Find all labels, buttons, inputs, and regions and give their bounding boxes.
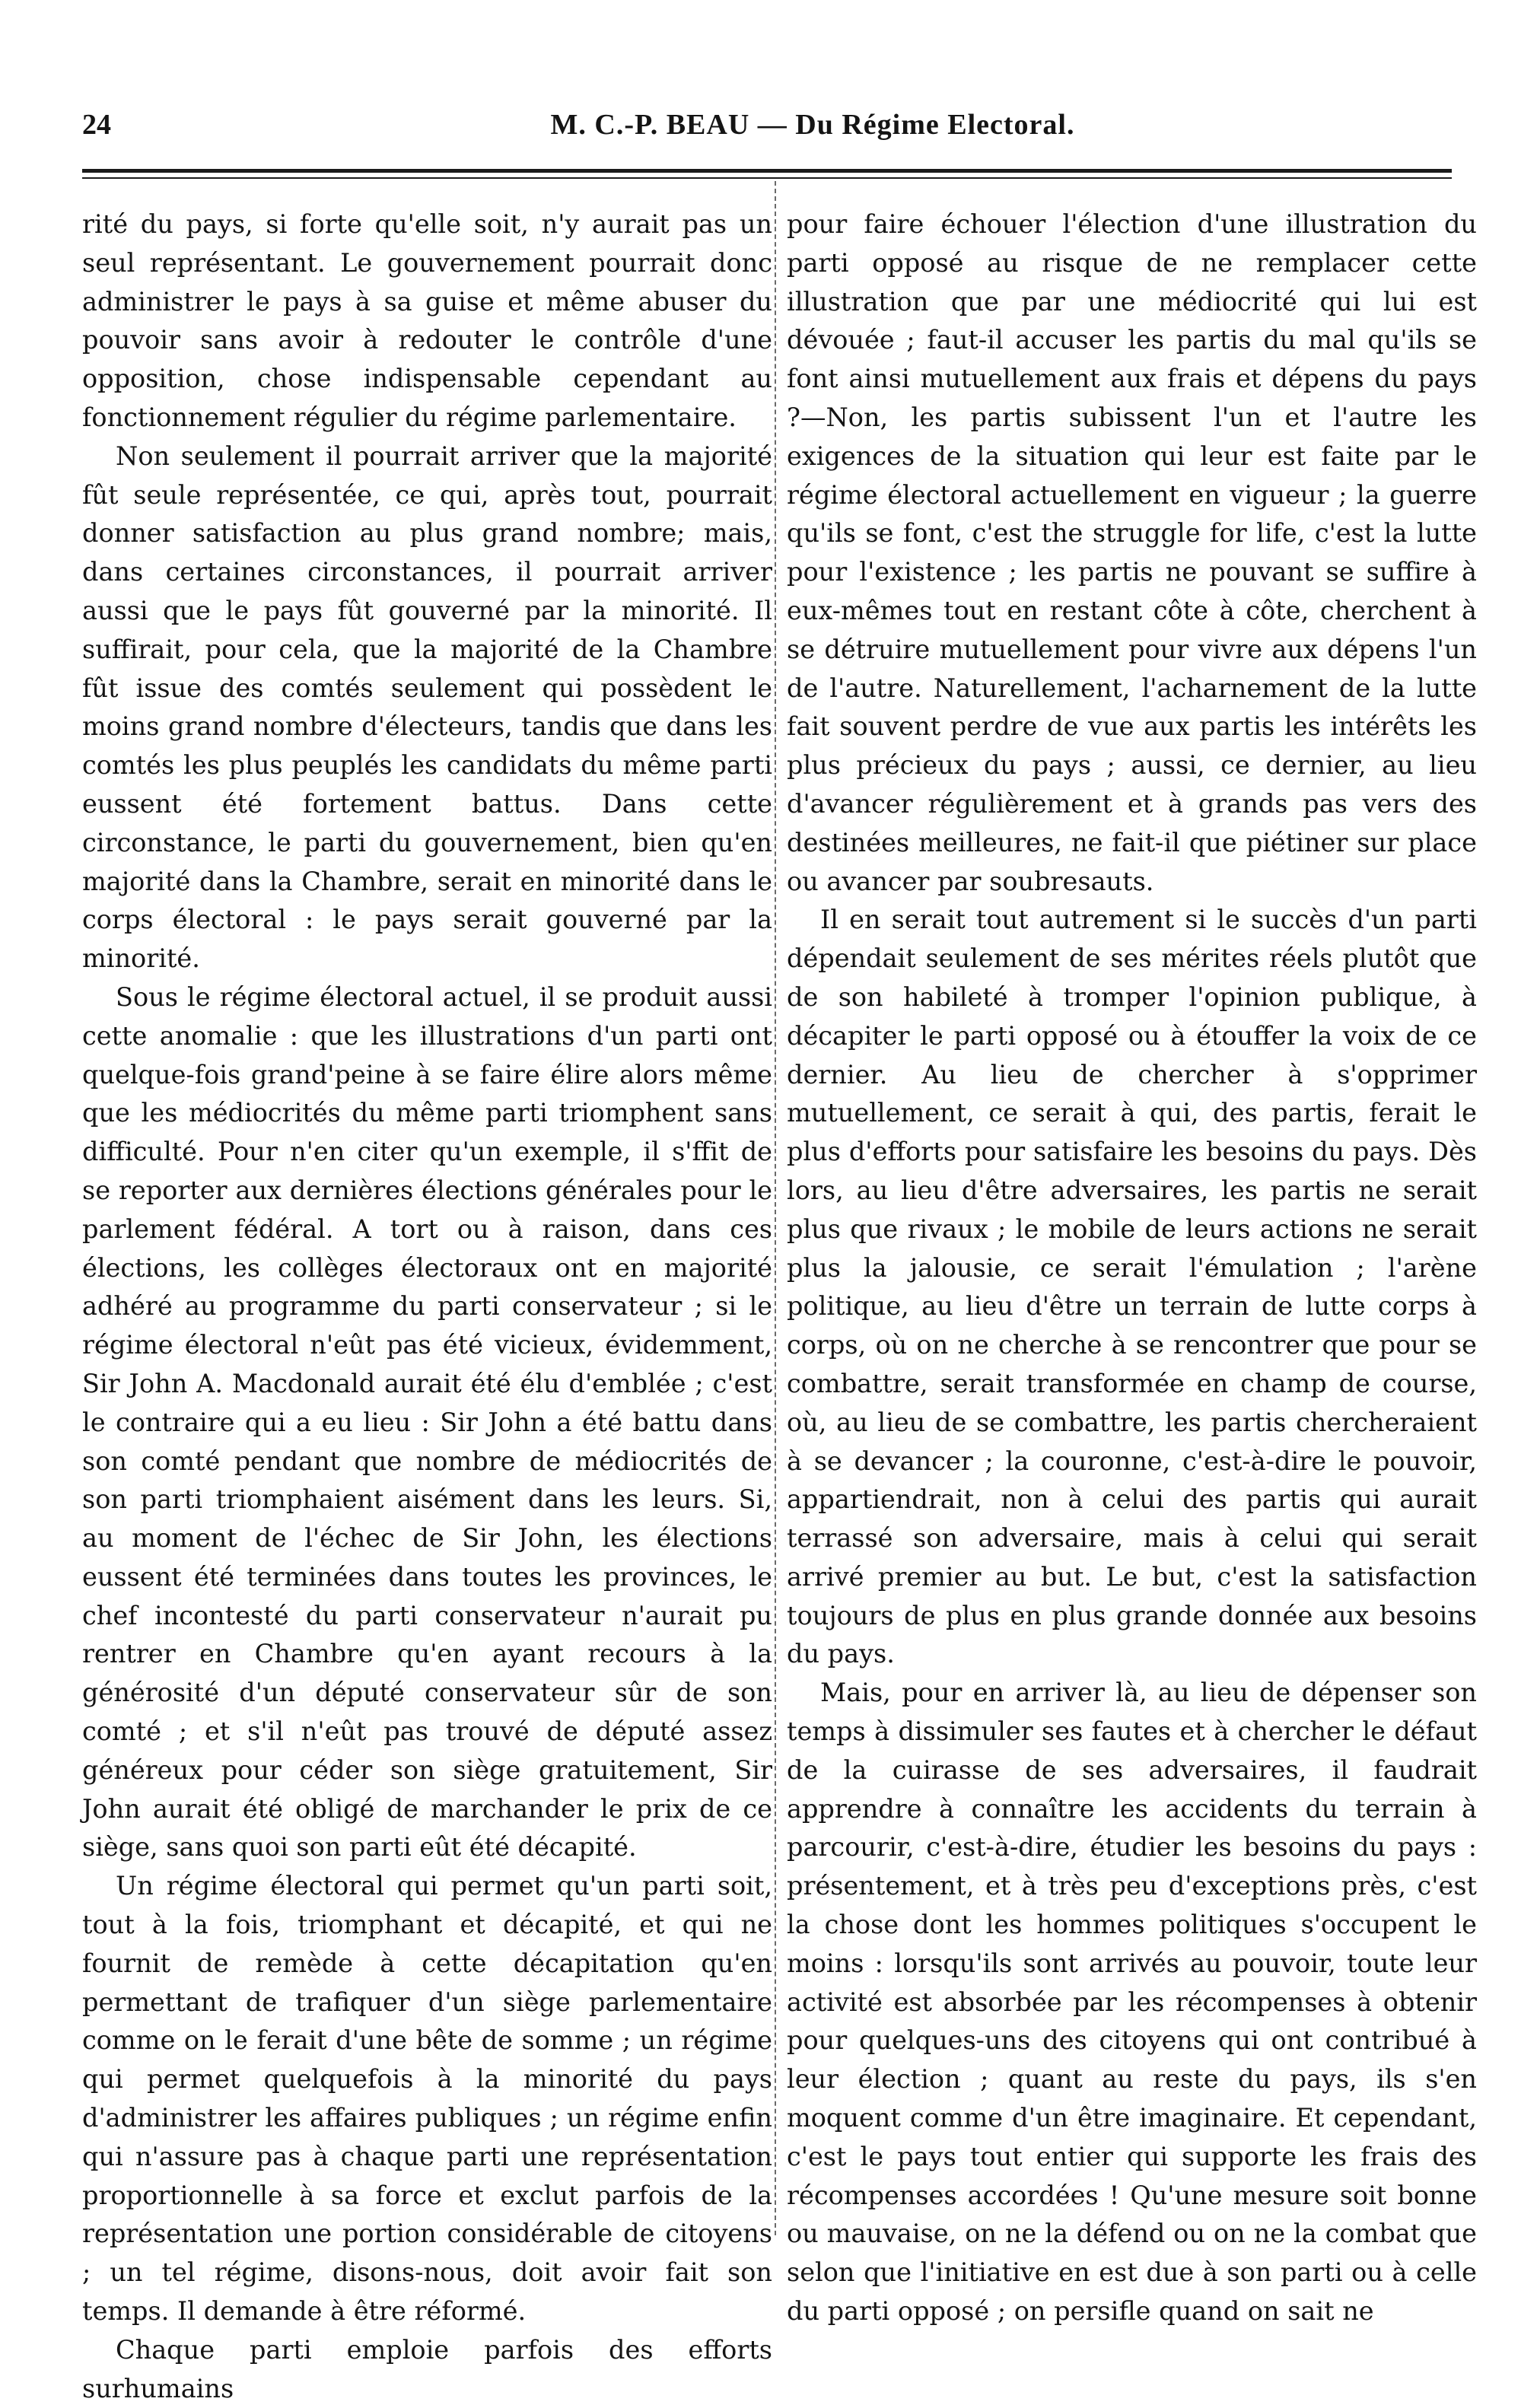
paragraph: Un régime électoral qui permet qu'un parti soit, tout à la fois, triomphant et décapité, et qui ne fournit de remède à cette décapitation qu'en permettant de trafiquer d'un siège parlementaire comme on le ferait d'une bête de somme ; un régime qui permet quelquefois à la minorité du pays d'administrer les affaires publiques ; un régime enfin qui n'assure pas à chaque parti une représentation proportionnelle à sa force et exclut parfois de la représentation une portion considérable de citoyens ; un tel régime, disons-nous, doit avoir fait son temps. Il demande à être réformé. xyxy=(82,1871,772,2327)
paragraph: Sous le régime électoral actuel, il se produit aussi cette anomalie : que les illustrations d'un parti ont quelque-fois grand'peine à se faire élire alors même que les médiocrités du même parti triomphent sans difficulté. Pour n'en citer qu'un exemple, il s'ffit de se reporter aux dernières élections générales pour le parlement fédéral. A tort ou à raison, dans ces élections, les collèges électoraux ont en majorité adhéré au programme du parti conservateur ; si le régime électoral n'eût pas été vicieux, évidemment, Sir John A. Macdonald aurait été élu d'emblée ; c'est le contraire qui a eu lieu : Sir John a été battu dans son comté pendant que nombre de médiocrités de son parti triomphaient aisément dans les leurs. Si, au moment de l'échec de Sir John, les élections eussent été terminées dans toutes les provinces, le chef incontesté du parti conservateur n'aurait pu rentrer en Chambre qu'en ayant recours à la générosité d'un député conservateur sûr de son comté ; et s'il n'eût pas trouvé de député assez généreux pour céder son siège gratuitement, Sir John aurait été obligé de marchander le prix de ce siège, sans quoi son parti eût été décapité. xyxy=(82,981,772,1862)
paragraph: Mais, pour en arriver là, au lieu de dépenser son temps à dissimuler ses fautes et à chercher le défaut de la cuirasse de ses adversaires, il faudrait apprendre à connaître les accidents du terrain à parcourir, c'est-à-dire, étudier les besoins du pays : présentement, et à très peu d'exceptions près, c'est la chose dont les hommes politiques s'occupent le moins : lorsqu'ils sont arrivés au pouvoir, toute leur activité est absorbée par les récompenses à obtenir pour quelques-uns des citoyens qui ont contribué à leur élection ; quant au reste du pays, ils s'en moquent comme d'un être imaginaire. Et cependant, c'est le pays tout entier qui supporte les frais des récompenses accordées ! Qu'une mesure soit bonne ou mauvaise, on ne la défend ou on ne la combat que selon que l'initiative en est due à son parti ou à celle du parti opposé ; on persifle quand on sait ne xyxy=(787,1678,1477,2327)
page-number: 24 xyxy=(82,109,111,141)
paragraph: Il en serait tout autrement si le succès d'un parti dépendait seulement de ses mérites réels plutôt que de son habileté à tromper l'opinion publique, à décapiter le parti opposé ou à étouffer la voix de ce dernier. Au lieu de chercher à s'opprimer mutuellement, ce serait à qui, des partis, ferait le plus d'efforts pour satisfaire les besoins du pays. Dès lors, au lieu d'être adversaires, les partis ne serait plus que rivaux ; le mobile de leurs actions ne serait plus la jalousie, ce serait l'émulation ; l'arène politique, au lieu d'être un terrain de lutte corps à corps, où on ne cherche à se rencontrer que pour se combattre, serait transformée en champ de course, où, au lieu de se combattre, les partis chercheraient à se devancer ; la couronne, c'est-à-dire le pouvoir, appartiendrait, non à celui des partis qui aurait terrassé son adversaire, mais à celui qui serait arrivé premier au but. Le but, c'est la satisfaction toujours de plus en plus grande donnée aux besoins du pays. xyxy=(787,905,1477,1669)
paragraph: Chaque parti emploie parfois des efforts surhumains xyxy=(82,2334,772,2403)
paragraph: Non seulement il pourrait arriver que la majorité fût seule représentée, ce qui, après tout, pourrait donner satisfaction au plus grand nombre; mais, dans certaines circonstances, il pourrait arriver aussi que le pays fût gouverné par la minorité. Il suffirait, pour cela, que la majorité de la Chambre fût issue des comtés seulement qui possèdent le moins grand nombre d'électeurs, tandis que dans les comtés les plus peuplés les candidats du même parti eussent été fortement battus. Dans cette circonstance, le parti du gouvernement, bien qu'en majorité dans la Chambre, serait en minorité dans le corps électoral : le pays serait gouverné par la minorité. xyxy=(82,441,772,974)
right-column xyxy=(787,205,1477,2327)
header-rule-thin xyxy=(82,177,1452,179)
paragraph: pour faire échouer l'élection d'une illustration du parti opposé au risque de ne remplacer cette illustration que par une médiocrité qui lui est dévouée ; faut-il accuser les partis du mal qu'ils se font ainsi mutuellement aux frais et dépens du pays ?—Non, les partis subissent l'un et l'autre les exigences de la situation qui leur est faite par le régime électoral actuellement en vigueur ; la guerre qu'ils se font, c'est the struggle for life, c'est la lutte pour l'existence ; les partis ne pouvant se suffire à eux-mêmes tout en restant côte à côte, cherchent à se détruire mutuellement pour vivre aux dépens l'un de l'autre. Naturellement, l'acharnement de la lutte fait souvent perdre de vue aux partis les intérêts les plus précieux du pays ; aussi, ce dernier, au lieu d'avancer régulièrement et à grands pas vers des destinées meilleures, ne fait-il que piétiner sur place ou avancer par soubresauts. xyxy=(787,209,1477,896)
header-rule-thick xyxy=(82,169,1452,173)
left-column xyxy=(82,205,772,2403)
running-header xyxy=(82,108,1452,154)
column-divider xyxy=(775,181,776,2235)
running-title: M. C.-P. BEAU — Du Régime Electoral. xyxy=(550,109,1075,141)
paragraph: rité du pays, si forte qu'elle soit, n'y aurait pas un seul représentant. Le gouvernement pourrait donc administrer le pays à sa guise et même abuser du pouvoir sans avoir à redouter le contrôle d'une opposition, chose indispensable cependant au fonctionnement régulier du régime parlementaire. xyxy=(82,209,772,432)
